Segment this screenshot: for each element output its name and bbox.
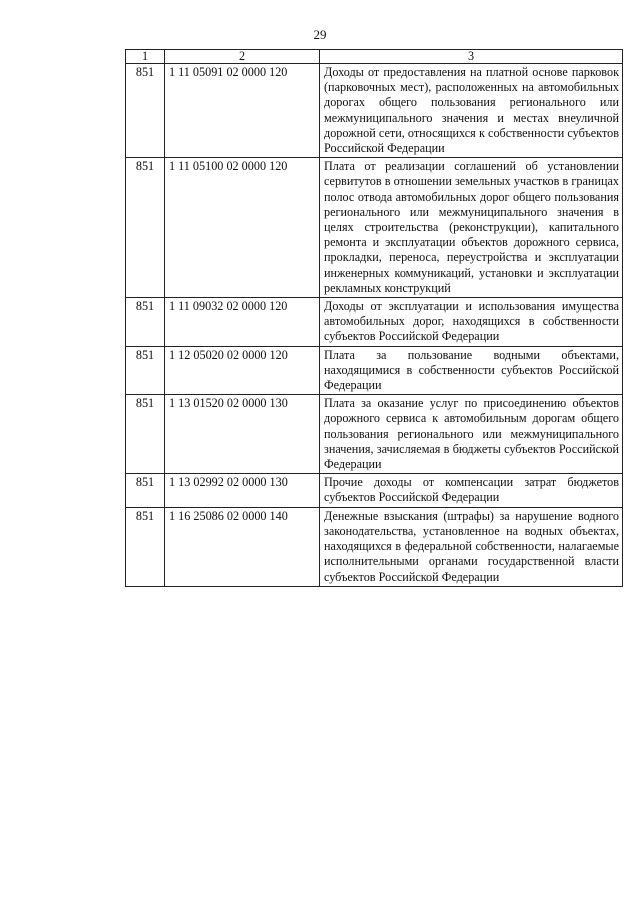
revenue-code-cell: 1 11 05091 02 0000 120 bbox=[165, 64, 320, 158]
revenue-code-cell: 1 11 05100 02 0000 120 bbox=[165, 158, 320, 298]
admin-code-cell: 851 bbox=[126, 395, 165, 474]
description-cell: Доходы от предоставления на платной основе парковок (парковочных мест), расположенных на автомобильных дорогах общего пользования регионального или межмуниципального значения и местах внеуличной дорожной сети, относящихся к собственности субъектов Российской Федерации bbox=[320, 64, 623, 158]
column-header-1: 1 bbox=[126, 50, 165, 64]
description-cell: Денежные взыскания (штрафы) за нарушение водного законодательства, установленное на водных объектах, находящихся в федеральной собственности, налагаемые исполнительными органами государственной власти субъектов Российской Федерации bbox=[320, 507, 623, 586]
page-number: 29 bbox=[313, 27, 327, 42]
column-header-3: 3 bbox=[320, 50, 623, 64]
revenue-codes-table bbox=[125, 49, 623, 587]
admin-code-cell: 851 bbox=[126, 298, 165, 347]
revenue-code-cell: 1 12 05020 02 0000 120 bbox=[165, 346, 320, 395]
column-header-2: 2 bbox=[165, 50, 320, 64]
table-row bbox=[126, 346, 623, 395]
table-row bbox=[126, 507, 623, 586]
description-cell: Плата от реализации соглашений об установлении сервитутов в отношении земельных участков в границах полос отвода автомобильных дорог общего пользования регионального или межмуниципального значения в целях строительства (реконструкции), капитального ремонта и эксплуатации объектов дорожного сервиса, прокладки, переноса, переустройства и эксплуатации инженерных коммуникаций, установки и эксплуатации рекламных конструкций bbox=[320, 158, 623, 298]
admin-code-cell: 851 bbox=[126, 474, 165, 507]
description-cell: Плата за оказание услуг по присоединению объектов дорожного сервиса к автомобильным дорогам общего пользования регионального или межмуниципального значения, зачисляемая в бюджеты субъектов Российской Федерации bbox=[320, 395, 623, 474]
table-row bbox=[126, 158, 623, 298]
revenue-code-cell: 1 16 25086 02 0000 140 bbox=[165, 507, 320, 586]
revenue-code-cell: 1 13 01520 02 0000 130 bbox=[165, 395, 320, 474]
revenue-code-cell: 1 13 02992 02 0000 130 bbox=[165, 474, 320, 507]
admin-code-cell: 851 bbox=[126, 507, 165, 586]
table-row bbox=[126, 298, 623, 347]
admin-code-cell: 851 bbox=[126, 64, 165, 158]
table-header-row bbox=[126, 50, 623, 64]
description-cell: Плата за пользование водными объектами, находящимися в собственности субъектов Российской Федерации bbox=[320, 346, 623, 395]
table-row bbox=[126, 395, 623, 474]
description-cell: Прочие доходы от компенсации затрат бюджетов субъектов Российской Федерации bbox=[320, 474, 623, 507]
admin-code-cell: 851 bbox=[126, 346, 165, 395]
revenue-code-cell: 1 11 09032 02 0000 120 bbox=[165, 298, 320, 347]
table-row bbox=[126, 64, 623, 158]
description-cell: Доходы от эксплуатации и использования имущества автомобильных дорог, находящихся в собственности субъектов Российской Федерации bbox=[320, 298, 623, 347]
table-row bbox=[126, 474, 623, 507]
admin-code-cell: 851 bbox=[126, 158, 165, 298]
